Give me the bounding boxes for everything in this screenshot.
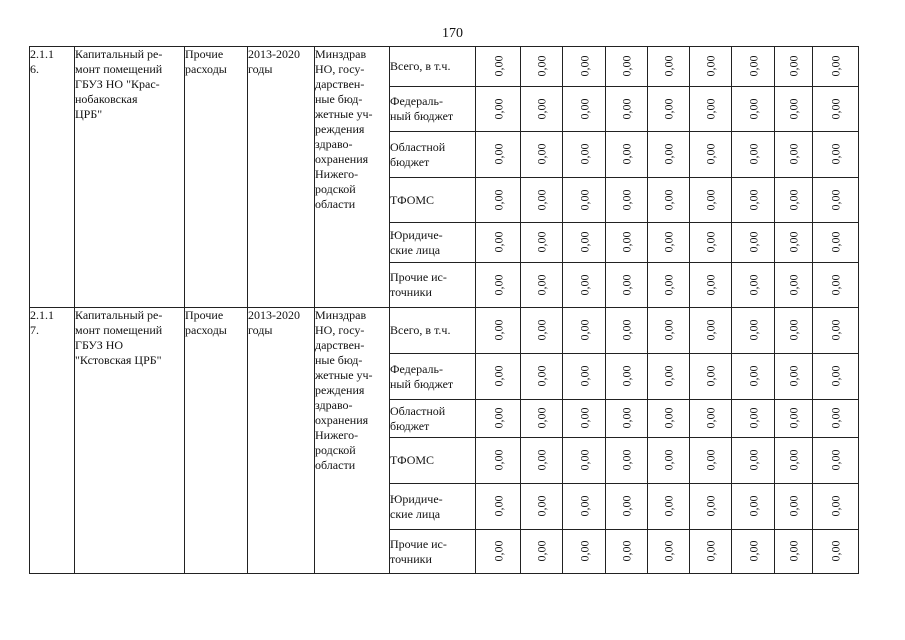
funding-value-cell [521,223,563,263]
funding-value: 0,00 [703,189,718,210]
funding-value-cell [813,530,859,574]
funding-value: 0,00 [619,319,634,341]
funding-value-cell [775,354,813,400]
funding-value-cell [521,263,563,308]
funding-value: 0,00 [534,407,549,429]
funding-value: 0,00 [828,231,843,253]
page-number: 170 [442,26,463,41]
record-executor: Минздрав НО, госу- дарствен- ные бюд- жетные уч- реждения здраво- охранения Нижего- родской области [315,308,390,574]
funding-value: 0,00 [661,319,676,341]
funding-value-cell [563,530,606,574]
funding-value-cell [775,47,813,87]
funding-value: 0,00 [746,540,760,562]
funding-value: 0,00 [786,365,801,387]
funding-value-cell [775,530,813,574]
record-expense-type: Прочие расходы [185,47,248,308]
funding-source-label: Областной бюджет [390,132,476,178]
funding-value: 0,00 [619,98,634,119]
funding-value: 0,00 [746,231,760,253]
funding-value: 0,00 [661,365,676,387]
funding-value-cell [563,438,606,484]
funding-value-cell [690,354,732,400]
funding-value: 0,00 [661,143,676,165]
funding-value: 0,00 [661,98,676,119]
record-period: 2013-2020 годы [248,47,315,308]
funding-value-cell [775,308,813,354]
funding-value: 0,00 [703,231,718,253]
funding-value-cell [732,354,775,400]
funding-value: 0,00 [577,495,591,517]
funding-value: 0,00 [828,55,843,77]
funding-value-cell [690,484,732,530]
funding-value-cell [521,438,563,484]
funding-value: 0,00 [577,540,591,562]
funding-value: 0,00 [746,98,760,119]
funding-value-cell [521,178,563,223]
record-expense-type: Прочие расходы [185,308,248,574]
funding-value: 0,00 [786,495,801,517]
funding-value-cell [813,47,859,87]
funding-value-cell [813,400,859,438]
funding-value-cell [606,530,648,574]
funding-value: 0,00 [491,407,505,429]
funding-value: 0,00 [786,143,801,165]
funding-value: 0,00 [577,365,591,387]
funding-value: 0,00 [577,319,591,341]
funding-value: 0,00 [534,55,549,77]
funding-value-cell [732,484,775,530]
funding-value: 0,00 [577,98,591,119]
funding-value: 0,00 [491,55,505,77]
funding-value-cell [521,47,563,87]
funding-value: 0,00 [746,449,760,471]
funding-value-cell [690,87,732,132]
funding-value-cell [732,438,775,484]
funding-value: 0,00 [491,274,505,295]
funding-value-cell [775,263,813,308]
funding-value-cell [732,263,775,308]
funding-value: 0,00 [619,231,634,253]
funding-source-label: Прочие ис- точники [390,263,476,308]
funding-value-cell [732,178,775,223]
funding-value-cell [813,438,859,484]
funding-value: 0,00 [491,365,505,387]
funding-value: 0,00 [491,540,505,562]
funding-value: 0,00 [661,55,676,77]
funding-value: 0,00 [703,319,718,341]
funding-value-cell [606,132,648,178]
funding-source-label: Юридиче- ские лица [390,484,476,530]
funding-value: 0,00 [577,143,591,165]
record-period: 2013-2020 годы [248,308,315,574]
funding-value: 0,00 [746,189,760,210]
funding-value-cell [648,484,690,530]
funding-value-cell [521,354,563,400]
funding-value-cell [563,223,606,263]
funding-value-cell [476,47,521,87]
funding-value: 0,00 [786,449,801,471]
record-number: 2.1.1 7. [30,308,75,574]
funding-value-cell [563,484,606,530]
funding-value: 0,00 [703,540,718,562]
funding-value-cell [521,530,563,574]
funding-value: 0,00 [534,365,549,387]
record-name: Капитальный ре- монт помещений ГБУЗ НО "Крас- нобаковская ЦРБ" [75,47,185,308]
funding-value: 0,00 [491,231,505,253]
funding-value-cell [563,308,606,354]
funding-value-cell [521,132,563,178]
funding-value: 0,00 [786,55,801,77]
funding-value-cell [563,178,606,223]
funding-value-cell [690,47,732,87]
funding-value-cell [775,400,813,438]
funding-value-cell [476,308,521,354]
funding-value: 0,00 [703,143,718,165]
funding-value: 0,00 [786,540,801,562]
funding-value: 0,00 [828,449,843,471]
funding-value-cell [476,400,521,438]
funding-value: 0,00 [534,231,549,253]
funding-value: 0,00 [703,407,718,429]
funding-value: 0,00 [828,143,843,165]
funding-value: 0,00 [619,495,634,517]
budget-table [29,46,859,574]
funding-value-cell [606,178,648,223]
funding-value: 0,00 [828,540,843,562]
record-number: 2.1.1 6. [30,47,75,308]
funding-value-cell [563,47,606,87]
funding-value-cell [690,263,732,308]
funding-value-cell [732,87,775,132]
funding-value-cell [648,223,690,263]
funding-value: 0,00 [619,143,634,165]
funding-value: 0,00 [661,189,676,210]
table-row [30,47,859,87]
funding-value: 0,00 [746,319,760,341]
funding-value-cell [813,223,859,263]
funding-value-cell [563,263,606,308]
funding-value-cell [732,308,775,354]
funding-value-cell [775,223,813,263]
funding-value: 0,00 [577,189,591,210]
funding-value-cell [476,263,521,308]
funding-value-cell [476,438,521,484]
funding-value-cell [690,308,732,354]
funding-value-cell [690,223,732,263]
funding-value-cell [648,400,690,438]
funding-value: 0,00 [746,407,760,429]
funding-value: 0,00 [661,274,676,295]
funding-value: 0,00 [746,274,760,295]
funding-value: 0,00 [534,540,549,562]
funding-value-cell [606,308,648,354]
funding-value-cell [775,438,813,484]
funding-value-cell [476,178,521,223]
funding-value: 0,00 [746,55,760,77]
funding-value-cell [690,178,732,223]
funding-value: 0,00 [661,540,676,562]
funding-value-cell [476,530,521,574]
funding-value: 0,00 [703,98,718,119]
funding-source-label: Областной бюджет [390,400,476,438]
funding-value-cell [563,132,606,178]
funding-value: 0,00 [534,189,549,210]
funding-value: 0,00 [534,274,549,295]
funding-value-cell [563,400,606,438]
funding-value-cell [813,263,859,308]
funding-value-cell [606,400,648,438]
funding-value-cell [648,47,690,87]
funding-value: 0,00 [828,365,843,387]
funding-value: 0,00 [786,98,801,119]
funding-value-cell [732,223,775,263]
funding-value: 0,00 [577,407,591,429]
funding-value-cell [732,400,775,438]
funding-value: 0,00 [534,319,549,341]
funding-source-label: ТФОМС [390,438,476,484]
funding-value: 0,00 [534,143,549,165]
funding-value-cell [476,354,521,400]
funding-value: 0,00 [703,55,718,77]
funding-value-cell [690,438,732,484]
funding-value: 0,00 [619,449,634,471]
funding-value: 0,00 [577,449,591,471]
funding-value-cell [606,484,648,530]
funding-value-cell [606,354,648,400]
funding-value: 0,00 [619,274,634,295]
funding-value-cell [813,354,859,400]
funding-source-label: Федераль- ный бюджет [390,354,476,400]
funding-value: 0,00 [746,365,760,387]
funding-value: 0,00 [619,365,634,387]
funding-value: 0,00 [786,319,801,341]
funding-value: 0,00 [828,98,843,119]
funding-value: 0,00 [746,143,760,165]
record-name: Капитальный ре- монт помещений ГБУЗ НО "Кстовская ЦРБ" [75,308,185,574]
funding-value: 0,00 [786,407,801,429]
funding-value: 0,00 [619,407,634,429]
funding-source-label: Всего, в т.ч. [390,47,476,87]
funding-value: 0,00 [828,274,843,295]
funding-value-cell [775,87,813,132]
funding-value-cell [775,178,813,223]
funding-value: 0,00 [491,98,505,119]
funding-value: 0,00 [828,189,843,210]
funding-value: 0,00 [703,274,718,295]
funding-value-cell [648,87,690,132]
funding-value: 0,00 [619,540,634,562]
funding-value-cell [476,484,521,530]
funding-value-cell [648,132,690,178]
funding-value-cell [521,87,563,132]
funding-value-cell [476,132,521,178]
funding-value: 0,00 [577,231,591,253]
funding-value-cell [606,438,648,484]
funding-value: 0,00 [661,407,676,429]
funding-value-cell [648,530,690,574]
funding-value-cell [606,263,648,308]
funding-value: 0,00 [661,449,676,471]
funding-value: 0,00 [491,449,505,471]
funding-value-cell [648,438,690,484]
funding-value: 0,00 [786,189,801,210]
funding-value: 0,00 [491,143,505,165]
table-row [30,308,859,354]
funding-value: 0,00 [661,231,676,253]
funding-value: 0,00 [491,189,505,210]
funding-value: 0,00 [746,495,760,517]
funding-value-cell [732,47,775,87]
funding-value-cell [813,87,859,132]
funding-value: 0,00 [661,495,676,517]
funding-value-cell [813,132,859,178]
funding-value: 0,00 [491,319,505,341]
funding-value: 0,00 [828,319,843,341]
funding-value-cell [648,263,690,308]
funding-value-cell [648,308,690,354]
funding-value: 0,00 [828,407,843,429]
funding-value-cell [476,87,521,132]
funding-value-cell [732,132,775,178]
funding-value-cell [563,87,606,132]
funding-value: 0,00 [828,495,843,517]
funding-value-cell [775,132,813,178]
funding-source-label: Федераль- ный бюджет [390,87,476,132]
record-executor: Минздрав НО, госу- дарствен- ные бюд- жетные уч- реждения здраво- охранения Нижего- родской области [315,47,390,308]
funding-value-cell [521,308,563,354]
funding-source-label: ТФОМС [390,178,476,223]
funding-value-cell [521,484,563,530]
funding-value-cell [606,223,648,263]
funding-value-cell [690,132,732,178]
funding-value: 0,00 [703,449,718,471]
funding-value: 0,00 [786,231,801,253]
funding-value-cell [690,400,732,438]
funding-value: 0,00 [491,495,505,517]
funding-value-cell [813,308,859,354]
funding-value-cell [563,354,606,400]
funding-value: 0,00 [534,449,549,471]
funding-value: 0,00 [703,495,718,517]
funding-value-cell [606,87,648,132]
funding-value: 0,00 [619,55,634,77]
funding-value-cell [648,178,690,223]
funding-value-cell [476,223,521,263]
funding-value: 0,00 [703,365,718,387]
funding-value-cell [775,484,813,530]
funding-source-label: Прочие ис- точники [390,530,476,574]
funding-value-cell [813,484,859,530]
funding-value: 0,00 [786,274,801,295]
funding-source-label: Юридиче- ские лица [390,223,476,263]
funding-value-cell [606,47,648,87]
funding-value: 0,00 [534,495,549,517]
funding-value-cell [648,354,690,400]
funding-value: 0,00 [577,55,591,77]
funding-value-cell [521,400,563,438]
funding-value: 0,00 [619,189,634,210]
funding-value-cell [732,530,775,574]
funding-value: 0,00 [534,98,549,119]
funding-value: 0,00 [577,274,591,295]
funding-value-cell [813,178,859,223]
funding-value-cell [690,530,732,574]
funding-source-label: Всего, в т.ч. [390,308,476,354]
page-bottom-margin [0,575,905,640]
